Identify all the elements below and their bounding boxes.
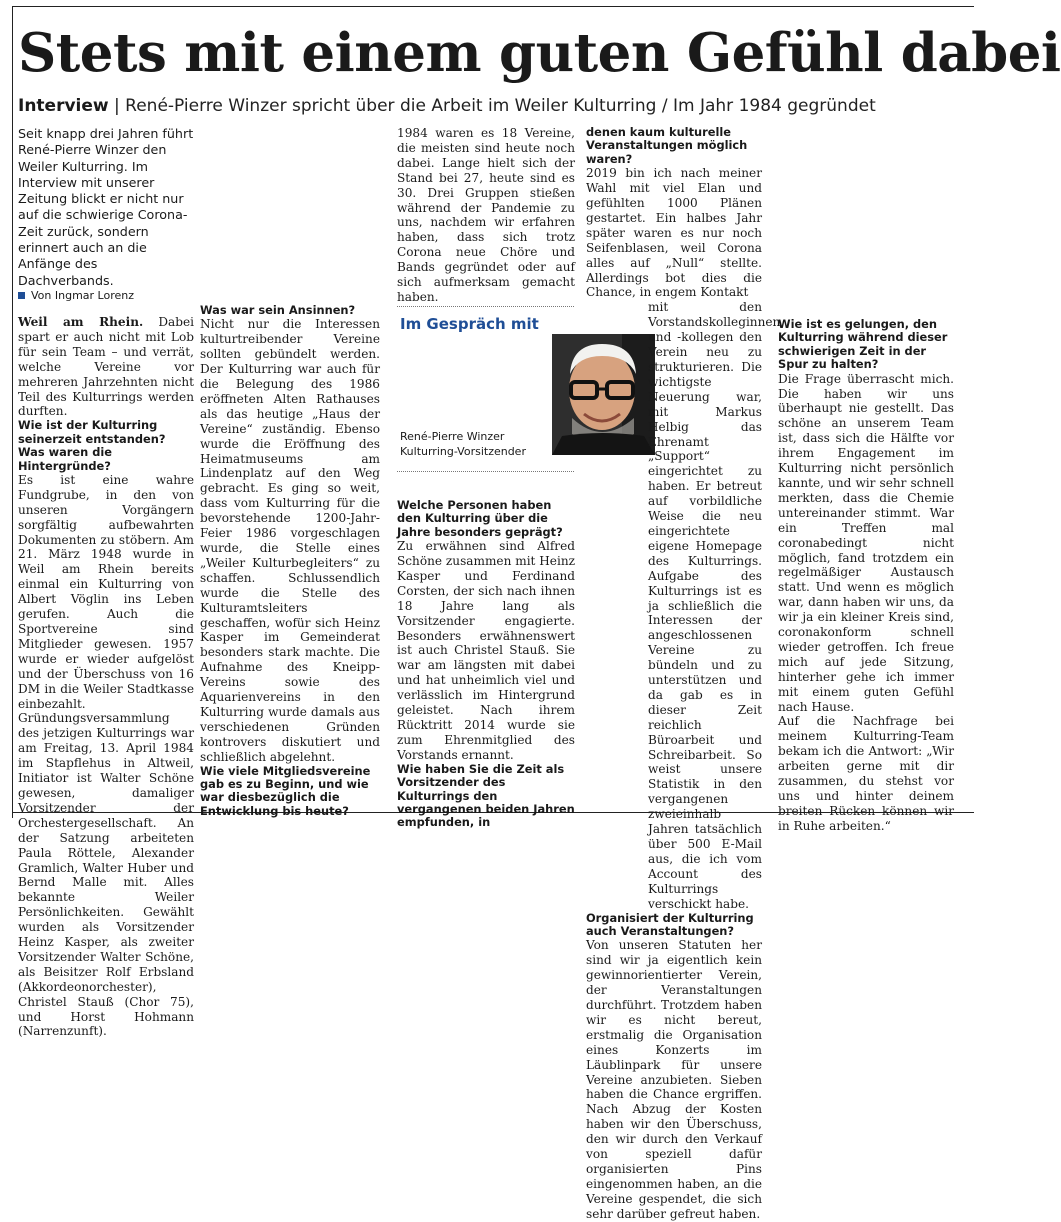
question-3: Wie viele Mitgliedsvereine gab es zu Beginn, und wie war diesbezüglich die Entwicklung bis heute? (200, 763, 371, 818)
intro: Seit knapp drei Jahren führt René-Pierre Winzer den Weiler Kulturring. Im Interview mit unserer Zeitung blickt er nicht nur auf die schwierige Corona-Zeit zurück, sondern erinnert auch an die Anfänge des Dachverbands. (18, 126, 194, 288)
photo-caption (400, 429, 526, 459)
question-2: Was war sein Ansinnen? (200, 303, 356, 317)
answer-5-part-2: mit den Vorstandskolleginnen und -kollegen den Verein neu zu strukturieren. Die wichtigste Neuerung war, mit Markus Helbig das Ehrenamt „Support“ eingerichtet zu haben. Er betreut auf vorbildliche Weise die neu eingerichtete eigene Homepage des Kulturrings. Aufgabe des Kulturrings ist es ja schließlich die Interessen der angeschlossenen Vereine zu bündeln und zu unterstützen und da gab es in dieser Zeit reichlich Büroarbeit und Schreibarbeit. So weist unsere Statistik in den vergangenen zweieinhalb Jahren tatsächlich über 500 E-Mail aus, die ich vom Account des Kulturrings verschickt habe. (648, 300, 781, 911)
caption-role: Kulturring-Vorsitzender (400, 445, 526, 458)
deck: René-Pierre Winzer spricht über die Arbeit im Weiler Kulturring / Im Jahr 1984 gegründet (125, 96, 876, 116)
answer-1: Es ist eine wahre Fundgrube, in den von unseren Vorgängern sorgfältig aufbewahrten Dokumenten zu stöbern. Am 21. März 1948 wurde in Weil am Rhein bereits einmal ein Kulturring von Albert Vöglin ins Leben gerufen. Auch die Sportvereine sind Mitglieder gewesen. 1957 wurde er wieder aufgelöst und der Überschuss von 16 DM in die Weiler Stadtkasse einbezahlt. Gründungsversammlung des jetzigen Kulturrings war am Freitag, 13. April 1984 im Stapflehus in Altweil, Initiator ist Walter Schöne gewesen, damaliger Vorsitzender der Orchestergesellschaft. An der Satzung arbeiteten Paula Röttele, Alexander Gramlich, Walter Huber und Bernd Malle mit. Alles bekannte Weiler Persönlichkeiten. Gewählt wurden als Vorsitzender Heinz Kasper, als zweiter Vorsitzender Walter Schöne, als Beisitzer Rolf Erbsland (Akkordeonorchester), Christel Stauß (Chor 75), und Horst Hohmann (Narrenzunft). (18, 472, 194, 1039)
question-4: Welche Personen haben den Kulturring über die Jahre besonders geprägt? (397, 497, 563, 539)
answer-6: Von unseren Statuten her sind wir ja eigentlich kein gewinnorientierter Verein, der Veranstaltungen durchführt. Trotzdem haben wir es nicht bereut, erstmalig die Organisation eines Konzerts im Läublinpark für unsere Vereine anzubieten. Sieben haben die Chance ergriffen. Nach Abzug der Kosten haben wir den Überschuss, den wir durch den Verkauf von speziell dafür organisierten Pins eingenommen haben, an die Vereine gespendet, die sich sehr darüber gefreut haben. (586, 938, 762, 1221)
headline: Stets mit einem guten Gefühl dabei (18, 22, 1061, 84)
question-5-continued: denen kaum kulturelle Veranstaltungen möglich waren? (586, 125, 748, 166)
column-5-continuation-spacer (778, 126, 954, 318)
infobox-title: Im Gespräch mit (400, 315, 539, 333)
answer-5-part-1: 2019 bin ich nach meiner Wahl mit viel Elan und gefühlten 1000 Plänen gestartet. Ein halbes Jahr später waren es nur noch Seifenblasen, weil Corona alles auf „Null“ stellte. Allerdings bot dies die Chance, in engem Kontakt (586, 166, 762, 300)
byline-square-icon (18, 292, 25, 299)
question-7: Wie ist es gelungen, den Kulturring während dieser schwierigen Zeit in der Spur zu halten? (778, 317, 948, 372)
byline (18, 289, 194, 303)
answer-2: Nicht nur die Interessen kulturtreibender Vereine sollten gebündelt werden. Der Kulturring war auch für die Belegung des 1986 eröffneten Alten Rathauses als das heutige „Haus der Vereine“ zuständig. Ebenso wurde die Eröffnung des Heimatmuseums am Lindenplatz auf den Weg gebracht. Es ging so weit, dass vom Kulturring für die bevorstehende 1200-Jahr-Feier 1986 vorgeschlagen wurde, die Stelle eines „Weiler Kulturbegleiters“ zu schaffen. Schlussendlich wurde die Stelle des Kulturamtsleiters geschaffen, wofür sich Heinz Kasper im Gemeinderat besonders stark machte. Die Aufnahme des Kneipp-Vereins sowie des Aquarienvereins in den Kulturring wurde damals aus verschiedenen Gründen kontrovers diskutiert und schließlich abgelehnt. (200, 317, 380, 764)
column-4 (586, 125, 781, 1221)
lead-text: Dabei spart er auch nicht mit Lob für sein Team – und verrät, welche Vereine vor mehreren Jahrzehnten nicht Teil des Kulturrings werden durften. (18, 314, 194, 419)
column-2 (200, 126, 380, 818)
answer-8: Auf die Nachfrage bei meinem Kulturring-Team bekam ich die Antwort: „Wir arbeiten gerne mit dir zusammen, du stehst vor uns und hinter deinem breiten Rücken können wir in Ruhe arbeiten.“ (778, 714, 954, 833)
dateline: Weil am Rhein. (18, 314, 144, 329)
byline-text: Von Ingmar Lorenz (31, 288, 135, 302)
frame-top-rule (12, 6, 974, 7)
subline (18, 95, 968, 117)
lead-paragraph (18, 315, 194, 419)
column-1 (18, 126, 194, 1039)
question-1: Wie ist der Kulturring seinerzeit entstanden? Was waren die Hintergründe? (18, 418, 166, 473)
infobox (397, 306, 574, 472)
frame-left-rule (12, 6, 13, 818)
answer-3: 1984 waren es 18 Vereine, die meisten sind heute noch dabei. Lange hielt sich der Stand bei 27, heute sind es 30. Drei Gruppen stießen während der Pandemie zu uns, nachdem wir erfahren haben, dass sich trotz Corona neue Chöre und Bands gegründet oder auf sich aufmerksam gemacht haben. (397, 126, 575, 304)
question-5: Wie haben Sie die Zeit als Vorsitzender des Kulturrings den vergangenen beiden Jahren empfunden, in (397, 761, 575, 830)
answer-7: Die Frage überrascht mich. Die haben wir uns überhaupt nie gestellt. Das schöne an unserem Team ist, dass sich die Hälfte vor ihrem Engagement im Kulturring nicht persönlich kannte, und wir sehr schnell merkten, dass die Chemie untereinander stimmt. War ein Treffen mal coronabedingt nicht möglich, fand trotzdem ein regelmäßiger Austausch statt. Und wenn es möglich war, dann haben wir uns, da wir ja ein kleiner Kreis sind, coronakonform schnell wieder getroffen. Ich freue mich auf jede Sitzung, hinterher gehe ich immer mit einem guten Gefühl nach Hause. (778, 371, 954, 714)
answer-4: Zu erwähnen sind Alfred Schöne zusammen mit Heinz Kasper und Ferdinand Corsten, der sich nach ihnen 18 Jahre lang als Vorsitzender engagierte. Besonders erwähnenswert ist auch Christel Stauß. Sie war am längsten mit dabei und hat unheimlich viel und verlässlich im Hintergrund geleistet. Nach ihrem Rücktritt 2014 wurde sie zum Ehrenmitglied des Vorstands ernannt. (397, 539, 575, 762)
column-5 (778, 126, 954, 833)
question-6: Organisiert der Kulturring auch Veranstaltungen? (586, 910, 754, 938)
caption-name: René-Pierre Winzer (400, 430, 505, 443)
kicker: Interview (18, 96, 109, 116)
kicker-separator: | (108, 96, 126, 116)
